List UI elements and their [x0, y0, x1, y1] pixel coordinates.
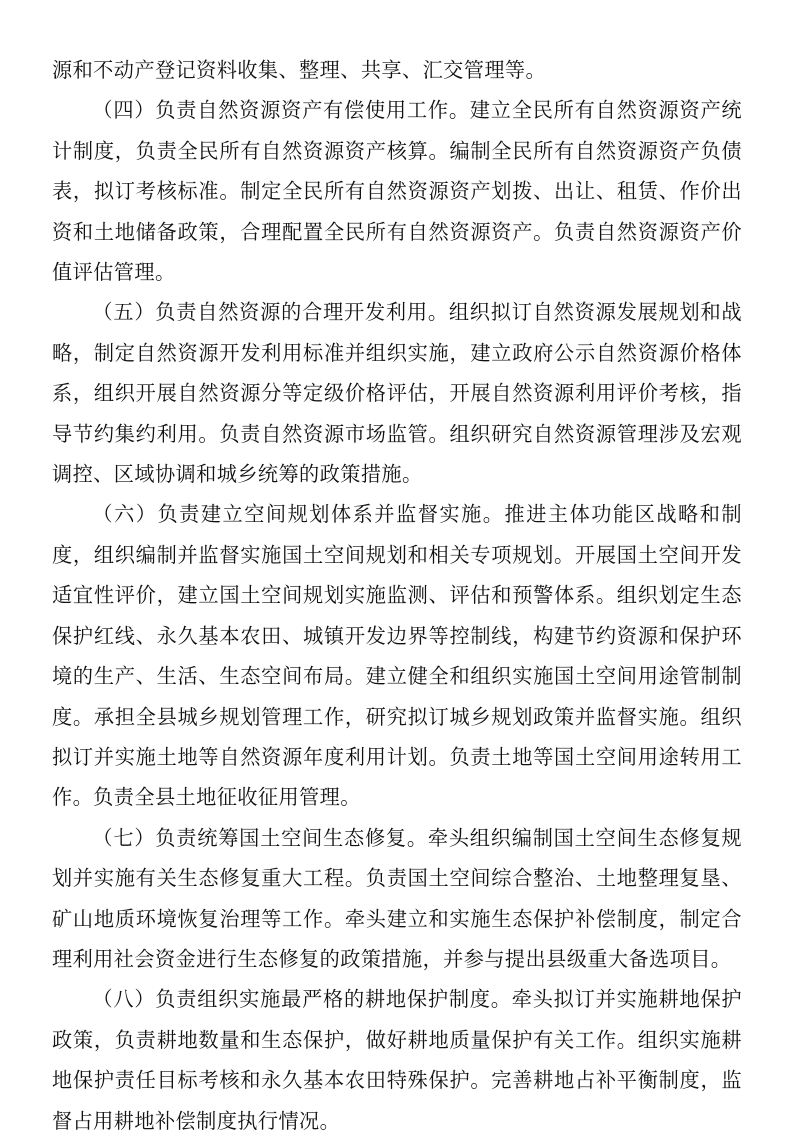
paragraph-section-8: （八）负责组织实施最严格的耕地保护制度。牵头拟订并实施耕地保护政策，负责耕地数量和生态保护，做好耕地质量保护有关工作。组织实施耕地保护责任目标考核和永久基本农田特殊保护。完善耕地占补平衡制度，监督占用耕地补偿制度执行情况。 [52, 987, 742, 1133]
paragraph-section-4: （四）负责自然资源资产有偿使用工作。建立全民所有自然资源资产统计制度，负责全民所有自然资源资产核算。编制全民所有自然资源资产负债表，拟订考核标准。制定全民所有自然资源资产划拨、出让、租赁、作价出资和土地储备政策，合理配置全民所有自然资源资产。负责自然资源资产价值评估管理。 [52, 98, 742, 285]
paragraph-continuation: 源和不动产登记资料收集、整理、共享、汇交管理等。 [52, 58, 547, 82]
paragraph-section-5: （五）负责自然资源的合理开发利用。组织拟订自然资源发展规划和战略，制定自然资源开发利用标准并组织实施，建立政府公示自然资源价格体系，组织开展自然资源分等定级价格评估，开展自然资源利用评价考核，指导节约集约利用。负责自然资源市场监管。组织研究自然资源管理涉及宏观调控、区域协调和城乡统筹的政策措施。 [52, 300, 742, 487]
paragraph-section-7: （七）负责统筹国土空间生态修复。牵头组织编制国土空间生态修复规划并实施有关生态修复重大工程。负责国土空间综合整治、土地整理复垦、矿山地质环境恢复治理等工作。牵头建立和实施生态保护补偿制度，制定合理利用社会资金进行生态修复的政策措施，并参与提出县级重大备选项目。 [52, 825, 742, 971]
paragraph-section-6: （六）负责建立空间规划体系并监督实施。推进主体功能区战略和制度，组织编制并监督实施国土空间规划和相关专项规划。开展国土空间开发适宜性评价，建立国土空间规划实施监测、评估和预警体系。组织划定生态保护红线、永久基本农田、城镇开发边界等控制线，构建节约资源和保护环境的生产、生活、生态空间布局。建立健全和组织实施国土空间用途管制制度。承担全县城乡规划管理工作，研究拟订城乡规划政策并监督实施。组织拟订并实施土地等自然资源年度利用计划。负责土地等国土空间用途转用工作。负责全县土地征收征用管理。 [52, 502, 742, 810]
document-page [52, 50, 742, 1141]
